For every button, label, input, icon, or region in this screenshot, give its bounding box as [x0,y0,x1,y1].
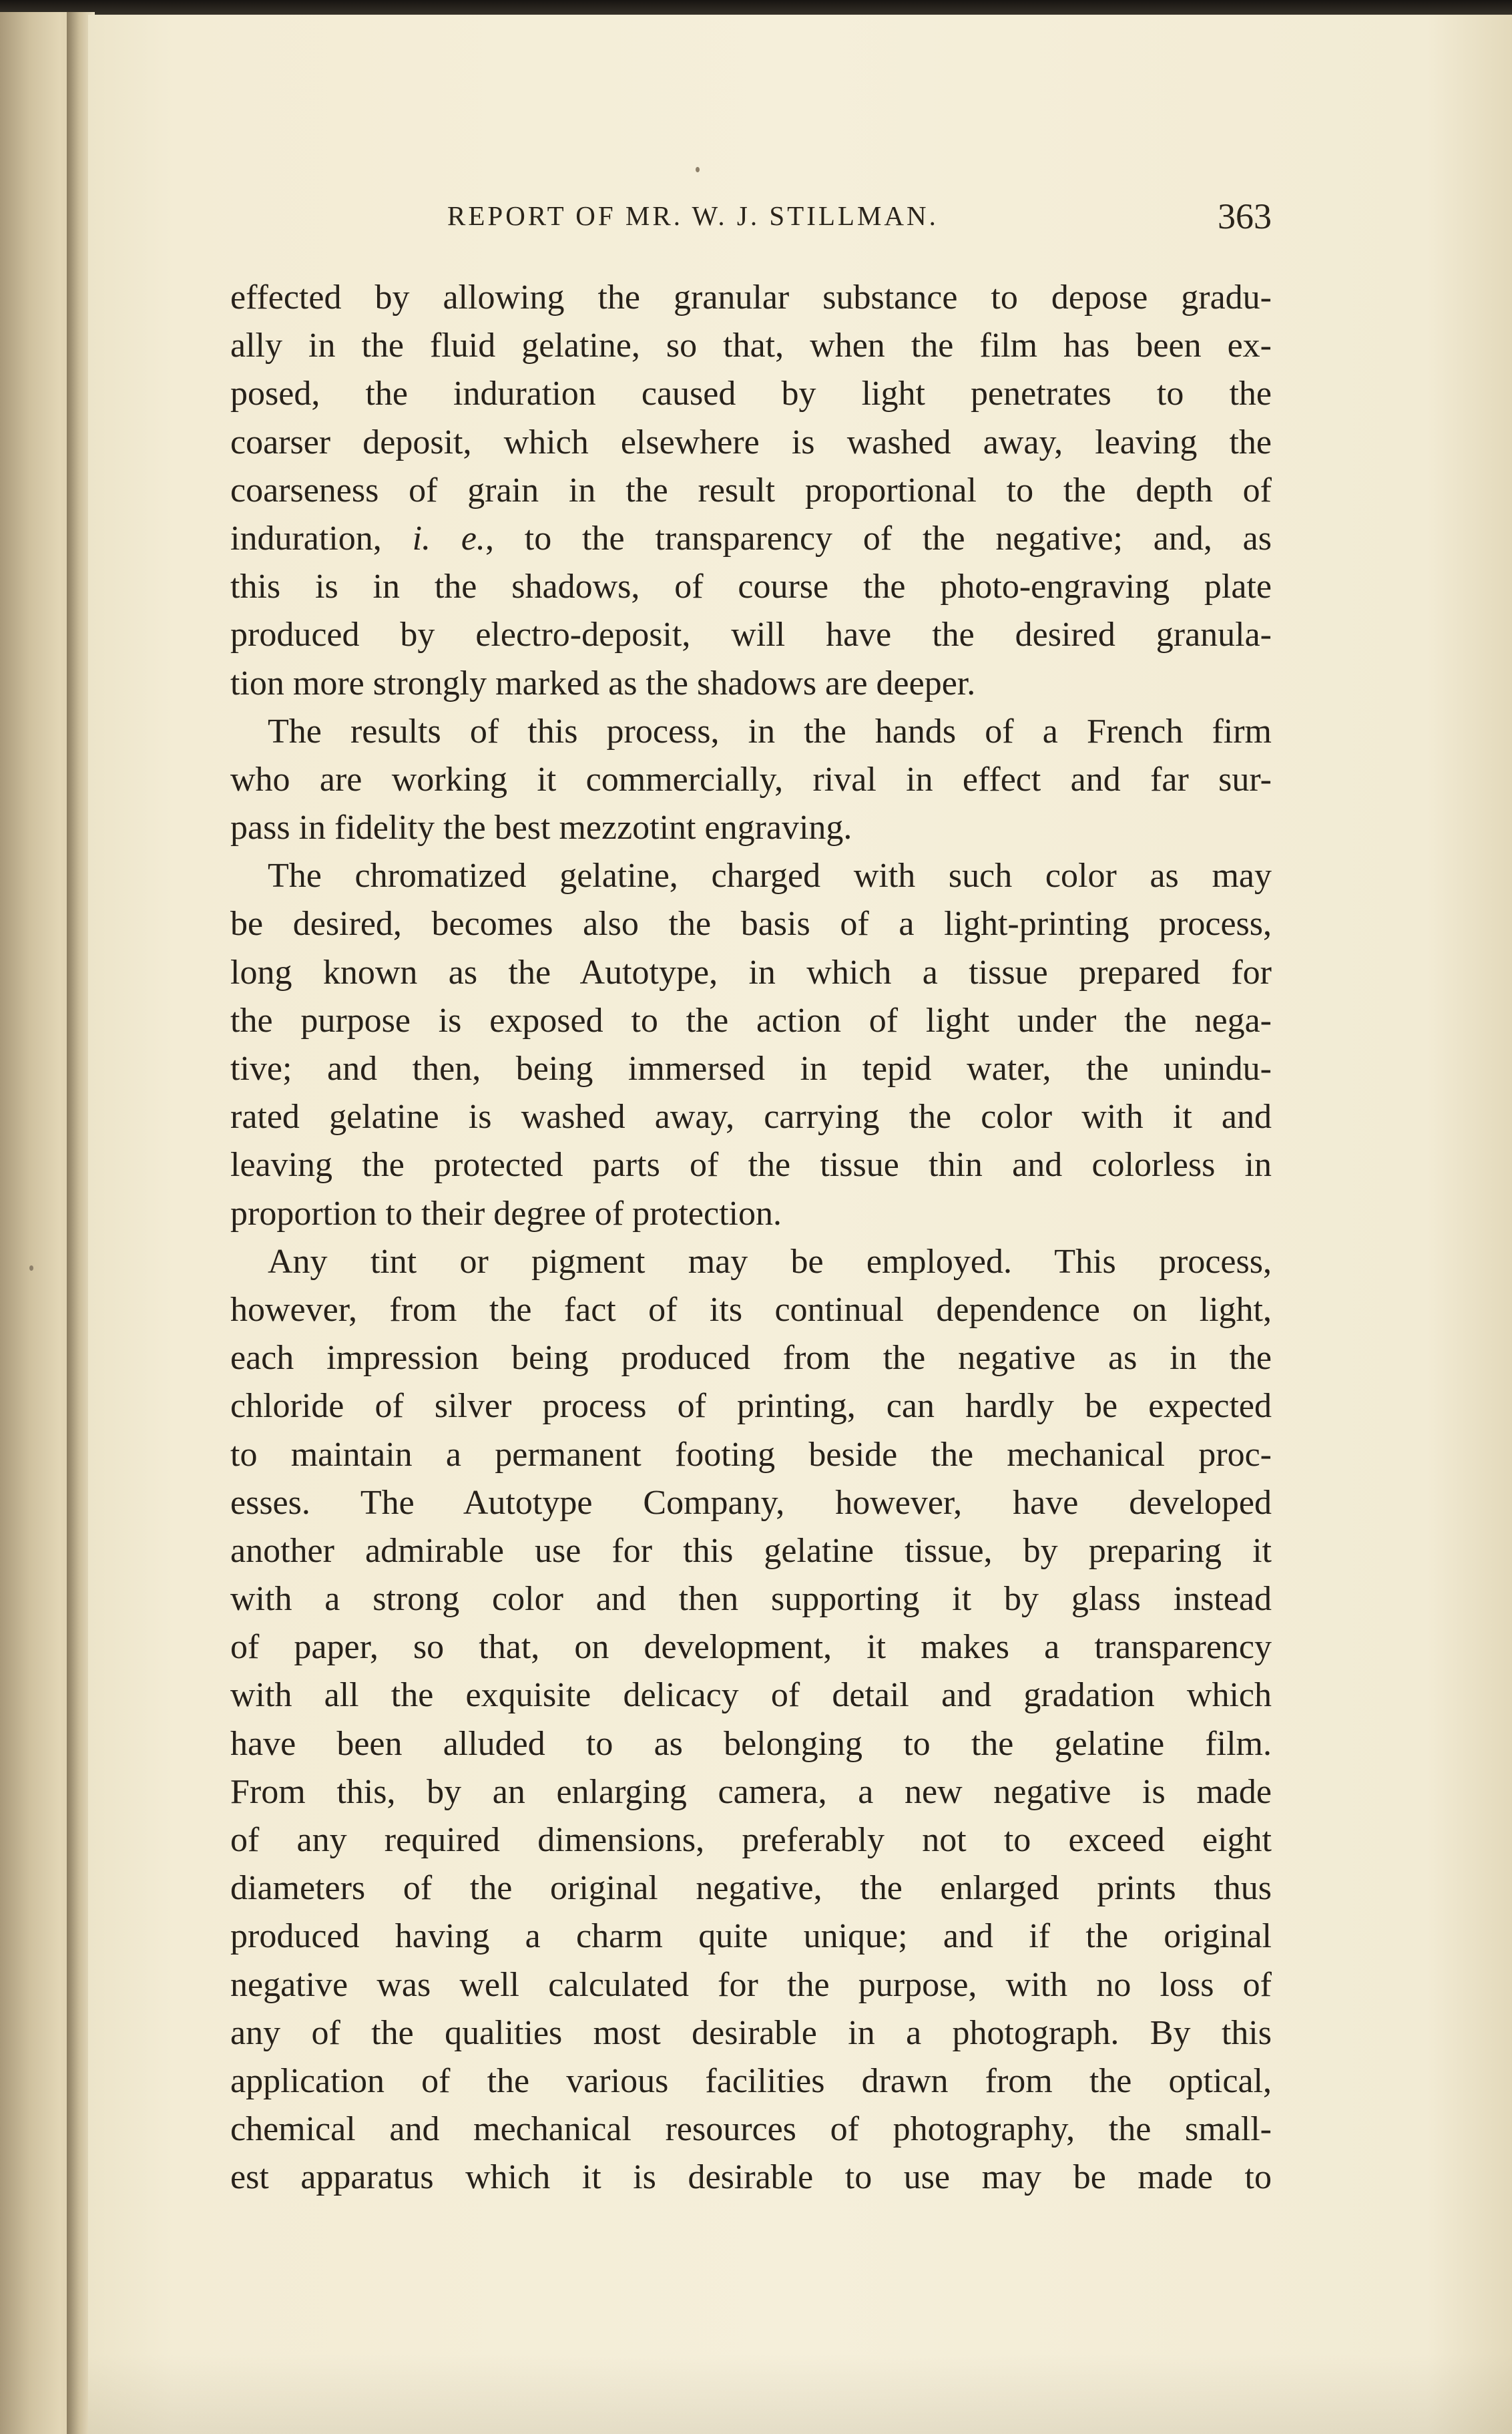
text-line: rated gelatine is washed away, carrying the color with it and [230,1098,1272,1137]
text-line: The chromatized gelatine, charged with such color as may [268,857,1272,895]
text-line: produced having a charm quite unique; and if the original [230,1917,1272,1956]
text-line: with all the exquisite delicacy of detail and gradation which [230,1676,1272,1715]
text-line: leaving the protected parts of the tissue thin and colorless in [230,1146,1272,1185]
text-line: with a strong color and then supporting it by glass instead [230,1580,1272,1619]
text-line: posed, the induration caused by light penetrates to the [230,375,1272,413]
text-line: have been alluded to as belonging to the gelatine film. [230,1724,1272,1763]
text-line: esses. The Autotype Company, however, have developed [230,1483,1272,1522]
text-line: chemical and mechanical resources of photography, the small- [230,2110,1272,2149]
paper-speck [29,1265,33,1271]
text-line: pass in fidelity the best mezzotint engraving. [230,809,852,847]
text-line: tion more strongly marked as the shadows are deeper. [230,664,976,702]
text-line: tive; and then, being immersed in tepid water, the unindu- [230,1050,1272,1088]
text-line: From this, by an enlarging camera, a new negative is made [230,1772,1272,1811]
text-line: proportion to their degree of protection. [230,1194,782,1233]
text-line: The results of this process, in the hands of a French firm [268,712,1272,751]
page-number: 363 [1218,196,1272,236]
page-shading [88,2354,1512,2434]
text-line: effected by allowing the granular substance to depose gradu- [230,278,1272,317]
text-line: of paper, so that, on development, it makes a transparency [230,1628,1272,1667]
text-line: induration, i. e., to the transparency of the negative; and, as [230,519,1272,558]
text-line: Any tint or pigment may be employed. This process, [268,1242,1272,1281]
text-line: who are working it commercially, rival in effect and far sur- [230,760,1272,799]
text-line: coarser deposit, which elsewhere is washed away, leaving the [230,423,1272,461]
text-line: ally in the fluid gelatine, so that, when the film has been ex- [230,327,1272,365]
text-line: produced by electro-deposit, will have the desired granula- [230,616,1272,654]
running-head [230,196,1272,242]
text-line: long known as the Autotype, in which a tissue prepared for [230,953,1272,992]
text-line: diameters of the original negative, the enlarged prints thus [230,1869,1272,1908]
text-line: negative was well calculated for the purpose, with no loss of [230,1965,1272,2004]
text-line: est apparatus which it is desirable to use may be made to [230,2158,1272,2197]
text-line: coarseness of grain in the result proportional to the depth of [230,471,1272,510]
text-line: application of the various facilities drawn from the optical, [230,2061,1272,2100]
text-line: this is in the shadows, of course the photo-engraving plate [230,568,1272,606]
text-line: each impression being produced from the negative as in the [230,1339,1272,1378]
text-line: be desired, becomes also the basis of a light-printing process, [230,905,1272,944]
text-line: another admirable use for this gelatine tissue, by preparing it [230,1531,1272,1570]
text-line: to maintain a permanent footing beside the mechanical proc- [230,1435,1272,1474]
text-line: of any required dimensions, preferably not to exceed eight [230,1821,1272,1859]
text-line: any of the qualities most desirable in a photograph. By this [230,2013,1272,2052]
body-text [230,274,1272,2202]
text-line: however, from the fact of its continual dependence on light, [230,1290,1272,1329]
running-head-title: REPORT OF MR. W. J. STILLMAN. [447,200,939,231]
italic-abbreviation: i. e. [412,519,485,558]
text-line: chloride of silver process of printing, can hardly be expected [230,1387,1272,1426]
text-line: the purpose is exposed to the action of light under the nega- [230,1001,1272,1040]
paper-speck [696,167,700,172]
